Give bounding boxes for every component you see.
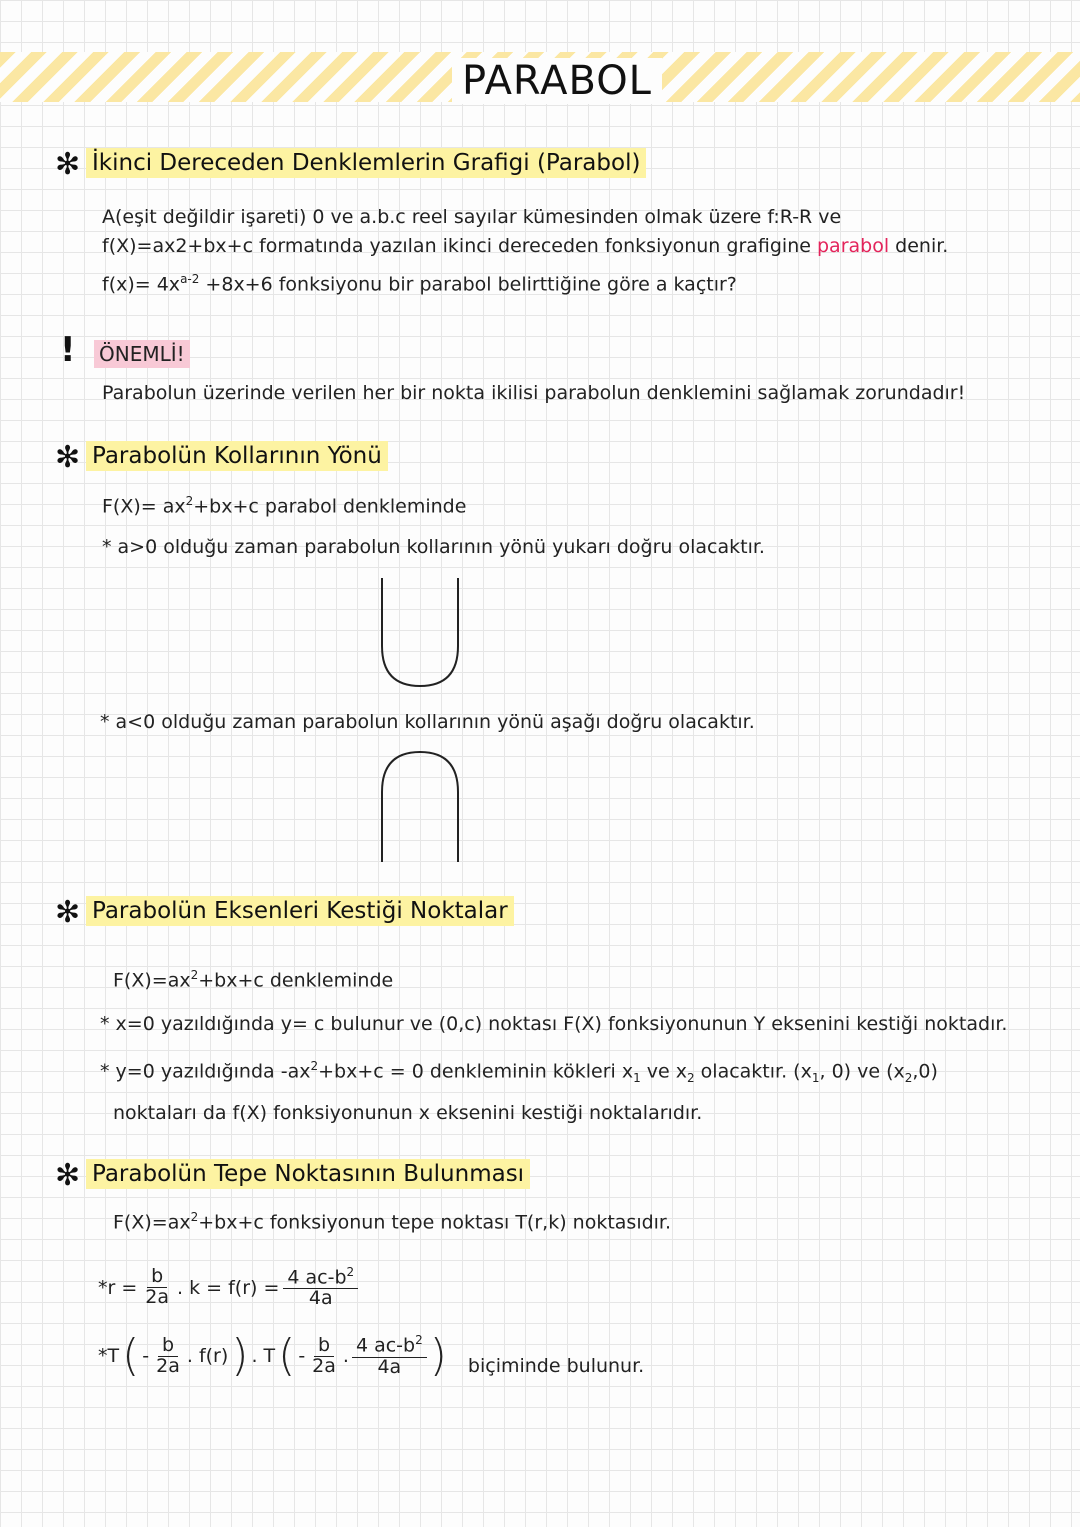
asterisk-icon: ✻ <box>55 147 81 182</box>
t-fraction-b: $\frac{b}{2a}$ <box>156 1333 180 1377</box>
asterisk-icon: ✻ <box>55 895 81 930</box>
section2-heading: Parabolün Kollarının Yönü <box>86 441 388 471</box>
section2-equation: $F(X)= ax^2+bx+c$ parabol denkleminde <box>102 494 467 518</box>
important-text: Parabolun üzerinde verilen her bir nokta ikilisi parabolun denklemini sağlamak zorundadır! <box>102 382 966 404</box>
section1-heading: İkinci Dereceden Denklemlerin Grafigi (Parabol) <box>86 148 646 178</box>
vertex-t-formula: *T ( - $\frac{b}{2a}$ . f(r) ) . T ( - $\frac{b}{2a}$ . $\frac{4 ac-b^2}{4a}$ ) biçiminde bulunur. <box>98 1330 645 1381</box>
case-upward: * a>0 olduğu zaman parabolun kollarının yönü yukarı doğru olacaktır. <box>102 536 765 558</box>
section3-xzero: * x=0 yazıldığında y= c bulunur ve (0,c) noktası F(X) fonksiyonunun Y eksenini kestiği noktadır. <box>100 1013 1008 1035</box>
parabol-highlight: parabol <box>817 235 890 257</box>
vertex-r-k-formula: *r = $\frac{b}{2a}$ . k = f(r) = $\frac{4 ac-b^2}{4a}$ <box>98 1266 358 1309</box>
section4-equation: $F(X)=ax^2+bx+c$ fonksiyonun tepe noktası T(r,k) noktasıdır. <box>113 1210 672 1234</box>
upward-parabola-sketch <box>376 576 466 692</box>
vertex-tail-text: biçiminde bulunur. <box>467 1355 645 1377</box>
section1-question: $f(x)= 4x^{a-2} +8x+6$ fonksiyonu bir parabol belirttiğine göre a kaçtır? <box>102 272 737 296</box>
downward-parabola-sketch <box>376 746 466 864</box>
section3-yzero: * y=0 yazıldığında $-ax^2+bx+c = 0$ denkleminin kökleri $x_1$ ve $x_2$ olacaktır. ($x_1$, 0) ve $(x_2,0)$ <box>100 1059 938 1086</box>
section3-heading: Parabolün Eksenleri Kestiği Noktalar <box>86 896 514 926</box>
section4-heading: Parabolün Tepe Noktasının Bulunması <box>86 1159 530 1189</box>
asterisk-icon: ✻ <box>55 1158 81 1193</box>
section1-line2: f(X)=ax2+bx+c formatında yazılan ikinci dereceden fonksiyonun grafigine parabol denir. <box>102 235 949 257</box>
asterisk-icon: ✻ <box>55 440 81 475</box>
important-label: ÖNEMLİ! <box>94 340 190 368</box>
r-fraction: $\frac{b}{2a}$ <box>145 1265 170 1309</box>
case-downward: * a<0 olduğu zaman parabolun kollarının yönü aşağı doğru olacaktır. <box>100 711 755 733</box>
section3-equation: $F(X)=ax^2+bx+c$ denkleminde <box>113 968 394 992</box>
page-title: PARABOL <box>452 58 662 104</box>
k-fraction: $\frac{4 ac-b^2}{4a}$ <box>283 1266 358 1309</box>
exclamation-icon: ! <box>60 330 76 370</box>
section3-line3: noktaları da f(X) fonksiyonunun x eksenini kestiği noktalarıdır. <box>113 1102 703 1124</box>
t-fraction-b2: $\frac{b}{2a}$ <box>312 1333 336 1377</box>
section1-line1: A(eşit değildir işareti) 0 ve a.b.c reel sayılar kümesinden olmak üzere f:R-R ve <box>102 206 842 228</box>
t-fraction-k: $\frac{4 ac-b^2}{4a}$ <box>352 1334 427 1377</box>
